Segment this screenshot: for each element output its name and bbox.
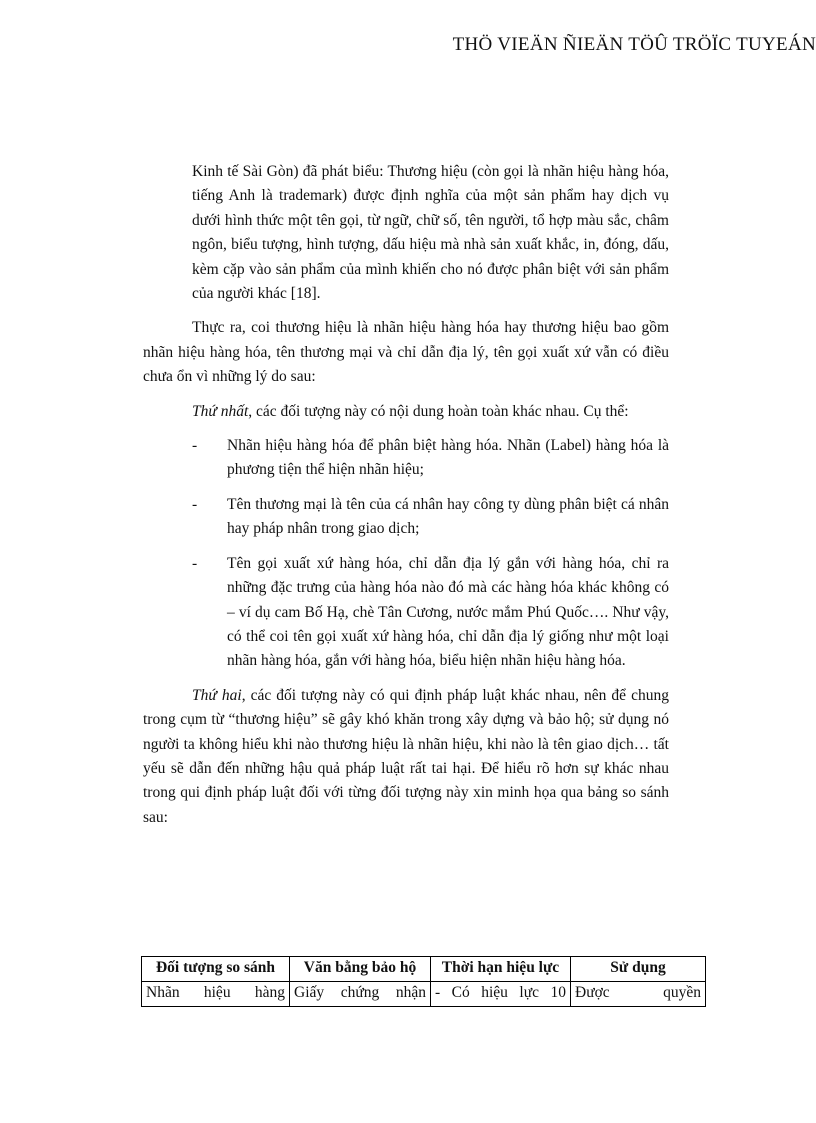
list-bullet: - bbox=[192, 495, 198, 513]
table-header-cell: Đối tượng so sánh bbox=[142, 957, 290, 982]
table-header-cell: Văn bằng bảo hộ bbox=[290, 957, 431, 982]
emphasis-second: Thứ hai bbox=[192, 686, 242, 704]
table-cell: Nhãn hiệu hàng bbox=[142, 982, 290, 1007]
list-item bbox=[143, 552, 669, 674]
list-item-text: Tên gọi xuất xứ hàng hóa, chỉ dẫn địa lý gắn với hàng hóa, chỉ ra những đặc trưng của hàng hóa nào đó mà các hàng hóa khác không có – ví dụ cam Bố Hạ, chè Tân Cương, nước mắm Phú Quốc…. Như vậy, có thể coi tên gọi xuất xứ hàng hóa, chỉ dẫn địa lý giống như một loại nhãn hàng hóa, gắn với hàng hóa, biểu hiện nhãn hiệu hàng hóa. bbox=[227, 554, 669, 670]
table-header-cell: Sử dụng bbox=[571, 957, 706, 982]
paragraph-first-text: , các đối tượng này có nội dung hoàn toàn khác nhau. Cụ thể: bbox=[248, 402, 629, 420]
list-bullet: - bbox=[192, 554, 198, 572]
list-item-text: Nhãn hiệu hàng hóa để phân biệt hàng hóa. Nhãn (Label) hàng hóa là phương tiện thể hiện nhãn hiệu; bbox=[227, 437, 669, 479]
table-row bbox=[142, 982, 706, 1007]
document-body bbox=[143, 160, 669, 840]
paragraph-quote: Kinh tế Sài Gòn) đã phát biểu: Thương hiệu (còn gọi là nhãn hiệu hàng hóa, tiếng Anh là trademark) được định nghĩa của một sản phẩm hay dịch vụ dưới hình thức một tên gọi, từ ngữ, chữ số, tên người, tổ hợp màu sắc, châm ngôn, biểu tượng, hình tượng, dấu hiệu mà nhà sản xuất khắc, in, đóng, dấu, kèm cặp vào sản phẩm của mình khiến cho nó được phân biệt với sản phẩm của người khác [18]. bbox=[192, 163, 669, 303]
page-header: THÖ VIEÄN ÑIEÄN TÖÛ TRÖÏC TUYEÁN bbox=[452, 34, 816, 55]
paragraph-first bbox=[143, 400, 669, 424]
table-cell: - Có hiệu lực 10 bbox=[431, 982, 571, 1007]
list-item bbox=[143, 434, 669, 483]
differences-list bbox=[143, 434, 669, 674]
table-cell: Được quyền bbox=[571, 982, 706, 1007]
table-header-row bbox=[142, 957, 706, 982]
list-item-text: Tên thương mại là tên của cá nhân hay công ty dùng phân biệt cá nhân hay pháp nhân trong giao dịch; bbox=[227, 495, 669, 538]
paragraph-second bbox=[143, 684, 669, 830]
list-item bbox=[143, 493, 669, 542]
table-header-cell: Thời hạn hiệu lực bbox=[431, 957, 571, 982]
comparison-table bbox=[141, 956, 706, 1007]
list-bullet: - bbox=[192, 437, 198, 455]
paragraph-intro: Thực ra, coi thương hiệu là nhãn hiệu hàng hóa hay thương hiệu bao gồm nhãn hiệu hàng hóa, tên thương mại và chỉ dẫn địa lý, tên gọi xuất xứ vẫn có điều chưa ổn vì những lý do sau: bbox=[143, 319, 669, 386]
emphasis-first: Thứ nhất bbox=[192, 402, 249, 420]
table-cell: Giấy chứng nhận bbox=[290, 982, 431, 1007]
paragraph-second-text: , các đối tượng này có qui định pháp luật khác nhau, nên để chung trong cụm từ “thương hiệu” sẽ gây khó khăn trong xây dựng và bảo hộ; sử dụng nó người ta không hiểu khi nào thương hiệu là nhãn hiệu, khi nào là tên giao dịch… tất yếu sẽ dẫn đến những hậu quả pháp luật rất tai hại. Để hiểu rõ hơn sự khác nhau trong qui định pháp luật đối với từng đối tượng này xin minh họa qua bảng so sánh sau: bbox=[143, 686, 669, 826]
